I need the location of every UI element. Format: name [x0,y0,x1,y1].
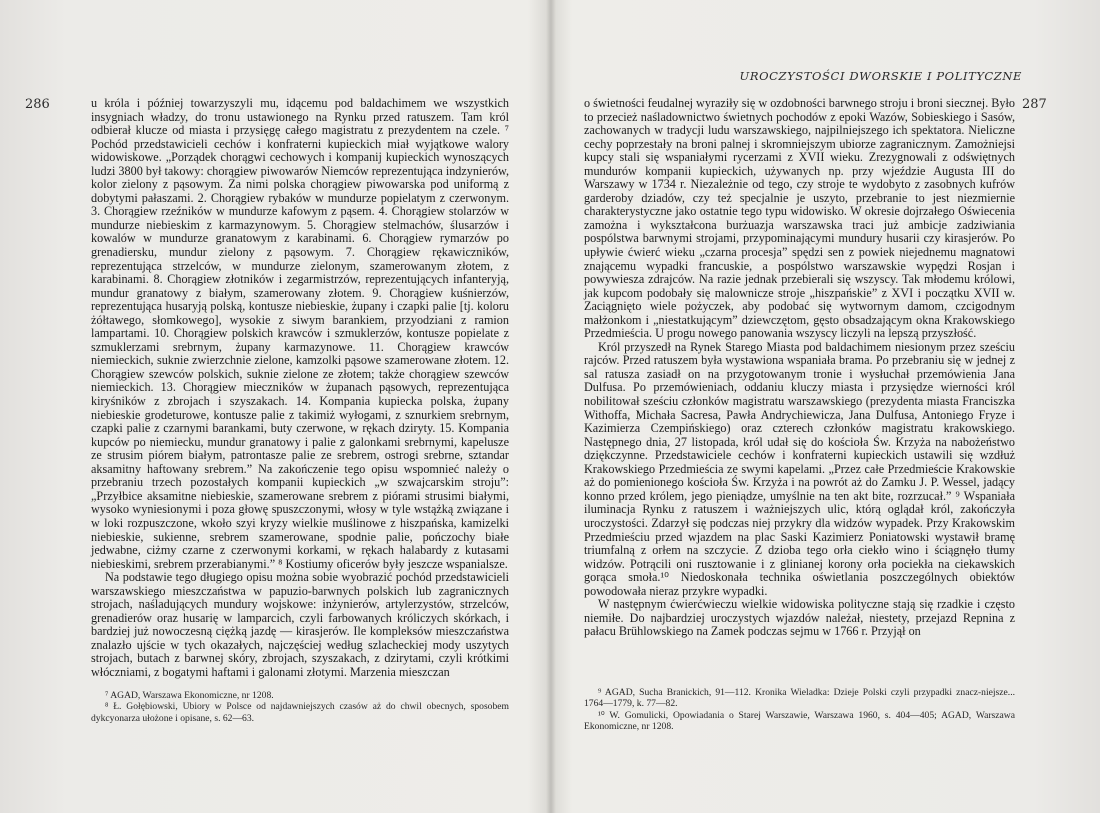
footnote: ⁸ Ł. Gołębiowski, Ubiory w Polsce od najdawniejszych czasów aż do chwil obecnych, sposobem dykcyonarza ułożone i opisane, s. 62—63. [91,701,509,724]
paragraph: u króla i później towarzyszyli mu, idącemu pod baldachimem we wszystkich insygniach władzy, do tronu ustawionego na Rynku przed ratuszem. Tam król odbierał klucze od miasta i przysięgę całego magistratu z prezydentem na czele. ⁷ Pochód przedstawicieli cechów i konfraterni kupieckich miał wyjątkowe walory widowiskowe. „Porządek chorągwi cechowych i kompanij kupieckich wynoszących ludzi 3800 był takowy: chorągiew piwowarów Niemców reprezentująca indzynierów, kolor zielony z pąsowym. Za nimi polska chorągiew piwowarska pod uniformą z dobytymi pałaszami. 2. Chorągiew rybaków w mundurze popielatym z czerwonym. 3. Chorągiew rzeźników w mundurze kafowym z pąsem. 4. Chorągiew stolarzów w mundurze niebieskim z karmazynowym. 5. Chorągiew stelmachów, ślusarzów i kowalów w mundurze granatowym z karabinami. 6. Chorągiew rymarzów po grenadiersku, mundur zielony z pąsowym. 7. Chorągiew rękawiczników, reprezentująca strzelców, w mundurze zielonym, szamerowanym złotem, z karabinami. 8. Chorągiew złotników i zegarmistrzów, reprezentujących infanteryją, mundur granatowy z białym, szamerowany złotem. 9. Chorągiew kuśnierzów, reprezentująca husaryją polską, kontusze niebieskie, żupany i czapki palie [tj. koloru żółtawego, słomkowego], wysokie z siwym barankiem, przyodziani z ramion lampartami. 10. Chorągiew polskich krawców i szmuklerzów, kontusze popielate z szmuklerzami srebrnym, żupany karmazynowe. 11. Chorągiew krawców niemieckich, suknie zwierzchnie zielone, kamzolki pąsowe szamerowane złotem. 12. Chorągiew szewców polskich, suknie zielone ze złotem; także chorągiew szewców niemieckich. 13. Chorągiew mieczników w żupanach pąsowych, reprezentująca kiryśników z zbrojach i szyszakach. 14. Kompania kupiecka polska, żupany niebieskie grodeturowe, kontusze palie z takimiż wyłogami, z sznurkiem srebrnym, czapki palie z czarnymi barankami, buty czerwone, w rękach dziryty. 15. Kompania kupców po niemiecku, mundur granatowy i palie z galonkami srebrnymi, kapelusze ze strusim piórem białym, patrontasze palie ze srebrem, ostrogi srebrne, sztandar aksamitny haftowany srebrem.” Na zakończenie tego opisu wspomnieć należy o przebraniu trzech pozostałych kompanii kupieckich „w szwajcarskim stroju”: „Przyłbice aksamitne niebieskie, szamerowane srebrem z piórami strusimi białymi, wysoko wyniesionymi i poza głowę spuszczonymi, włosy w tyle wstążką związane i w loki rozpuszczone, wkoło szyi kryzy wielkie muślinowe z hiszpańska, kamizelki niebieskie, sukienne, srebrem szamerowane, spodnie palie, pończochy białe jedwabne, ciżmy czarne z czerwonymi korkami, w rękach halabardy z kutasami niebieskimi, srebrem przerabianymi.” ⁸ Kostiumy oficerów były jeszcze wspanialsze. [91,96,509,571]
page-number-right: 287 [1022,97,1047,112]
running-head: UROCZYSTOŚCI DWORSKIE I POLITYCZNE [739,69,1022,83]
page-number-left: 286 [25,97,50,112]
footnote: ⁹ AGAD, Sucha Branickich, 91—112. Kronika Wieladka: Dzieje Polski czyli przypadki znacz-niejsze... 1764—1779, k. 77—82. [584,687,1015,710]
paragraph: o świetności feudalnej wyraziły się w ozdobności barwnego stroju i broni siecznej. Było to przecież naśladownictwo świetnych pochodów z epoki Wazów, Sobieskiego i Sasów, zachowanych w tradycji ludu warszawskiego, najpilniejszego ich spektatora. Nieliczne cechy poprzestały na broni palnej i skromniejszym ubiorze zagranicznym. Zamożniejsi kupcy stali się wspaniałymi rycerzami z XVII wieku. Zrezygnowali z odświętnych mundurów kompanii kupieckich, używanych np. przy wjeździe Augusta III do Warszawy w 1734 r. Niezależnie od tego, czy stroje te wydobyto z zasobnych kufrów garderoby dziadów, czy też specjalnie je uszyto, przebranie to jest niezmiernie charakterystyczne jako ostatnie tego typu widowisko. W okresie dojrzałego Oświecenia zamożna i wykształcona burżuazja warszawska traci już ambicje zadziwiania pospólstwa barwnymi strojami, przypominającymi mundury husarii czy kirasjerów. Po upływie ćwierć wieku „czarna procesja” spędzi sen z powiek niejednemu magnatowi znającemu wypadki francuskie, a pospólstwo warszawskie wypędzi Rosjan i powywiesza zdrajców. Na razie jednak przebierali się wszyscy. Tak młodemu królowi, jak kupcom podobały się malownicze stroje „hiszpańskie” z XVI i początku XVII w. Zaciągnięto wiele pożyczek, aby podobać się wytwornym damom, czcigodnym małżonkom i „niestatkującym” dziewczętom, gęsto obsadzającym okna Krakowskiego Przedmieścia. U progu nowego panowania wszyscy liczyli na lepszą przyszłość. [584,96,1015,341]
right-page [552,0,1100,813]
left-page-body [91,97,509,680]
right-page-footnotes [584,687,1015,733]
paragraph: Na podstawie tego długiego opisu można sobie wyobrazić pochód przedstawicieli warszawskiego mieszczaństwa w papuzio-barwnych polskich lub zagranicznych strojach, naśladujących mundury wojskowe: inżynierów, artylerzystów, strzelców, grenadierów oraz husarię w lamparcich, czyli farbowanych króliczych skórkach, i bardziej już nowoczesną ciężką jazdę — kirasjerów. Ile kompleksów mieszczaństwa znalazło ujście w tych okazałych, najczęściej według szlacheckiej mody uszytych strojach, butach z barwnej skóry, zbrojach, szyszakach, z dzirytami, czyli krótkimi włóczniami, z bogatymi haftami i galonami złotymi. Marzenia mieszczan [91,570,509,679]
paragraph: Król przyszedł na Rynek Starego Miasta pod baldachimem niesionym przez sześciu rajców. Przed ratuszem była wystawiona wspaniała brama. Po przebraniu się w jednej z sal ratusza zasiadł on na przygotowanym tronie i wysłuchał przemówienia Jana Dulfusa. Po przemówieniach, oddaniu kluczy miasta i przysiędze wierności król nobilitował sześciu członków magistratu warszawskiego (prezydenta miasta Franciszka Withoffa, Michała Sacresa, Pawła Andrychiewicza, Jana Dulfusa, Antoniego Fryze i Kazimierza Czempińskiego) oraz czterech członków magistratu krakowskiego. Następnego dnia, 27 listopada, król udał się do kościoła Św. Krzyża na nabożeństwo dziękczynne. Przedstawiciele cechów i konfraterni kupieckich ustawili się wzdłuż Krakowskiego Przedmieścia ze swymi kapelami. „Przez całe Przedmieście Krakowskie aż do pomienionego kościoła Św. Krzyża i na powrót aż do Zamku J. P. Wessel, jadący konno przed królem, jego pieniądze, umyślnie na ten akt bite, rozrzucał.” ⁹ Wspaniała iluminacja Rynku z ratuszem i ważniejszych ulic, którą oglądał król, zakończyła uroczystości. Zdarzył się podczas niej przykry dla widzów wypadek. Przy Krakowskim Przedmieściu przed wjazdem na plac Saski Kazimierz Poniatowski wystawił bramę triumfalną z orłem na szczycie. Z dzioba tego orła ciekło wino i ściągnęło tłumy widzów. Potrącili oni rusztowanie i z glinianej korony orła pociekła na ciekawskich gorąca smoła.¹⁰ Niedoskonała technika oświetlania poszczególnych obiektów powodowała nieraz przykre wypadki. [584,339,1015,598]
paragraph: W następnym ćwierćwieczu wielkie widowiska polityczne stają się rzadkie i często niemiłe. Do najbardziej uroczystych wjazdów należał, niestety, przejazd Repnina z pałacu Brühlowskiego na Zamek podczas sejmu w 1766 r. Przyjął on [584,597,1015,639]
right-page-body [584,97,1015,639]
footnote: ⁷ AGAD, Warszawa Ekonomiczne, nr 1208. [105,690,274,701]
footnote: ¹⁰ W. Gomulicki, Opowiadania o Starej Warszawie, Warszawa 1960, s. 404—405; AGAD, Warszawa Ekonomiczne, nr 1208. [584,709,1015,733]
left-page [0,0,548,813]
left-page-footnotes [91,690,509,724]
